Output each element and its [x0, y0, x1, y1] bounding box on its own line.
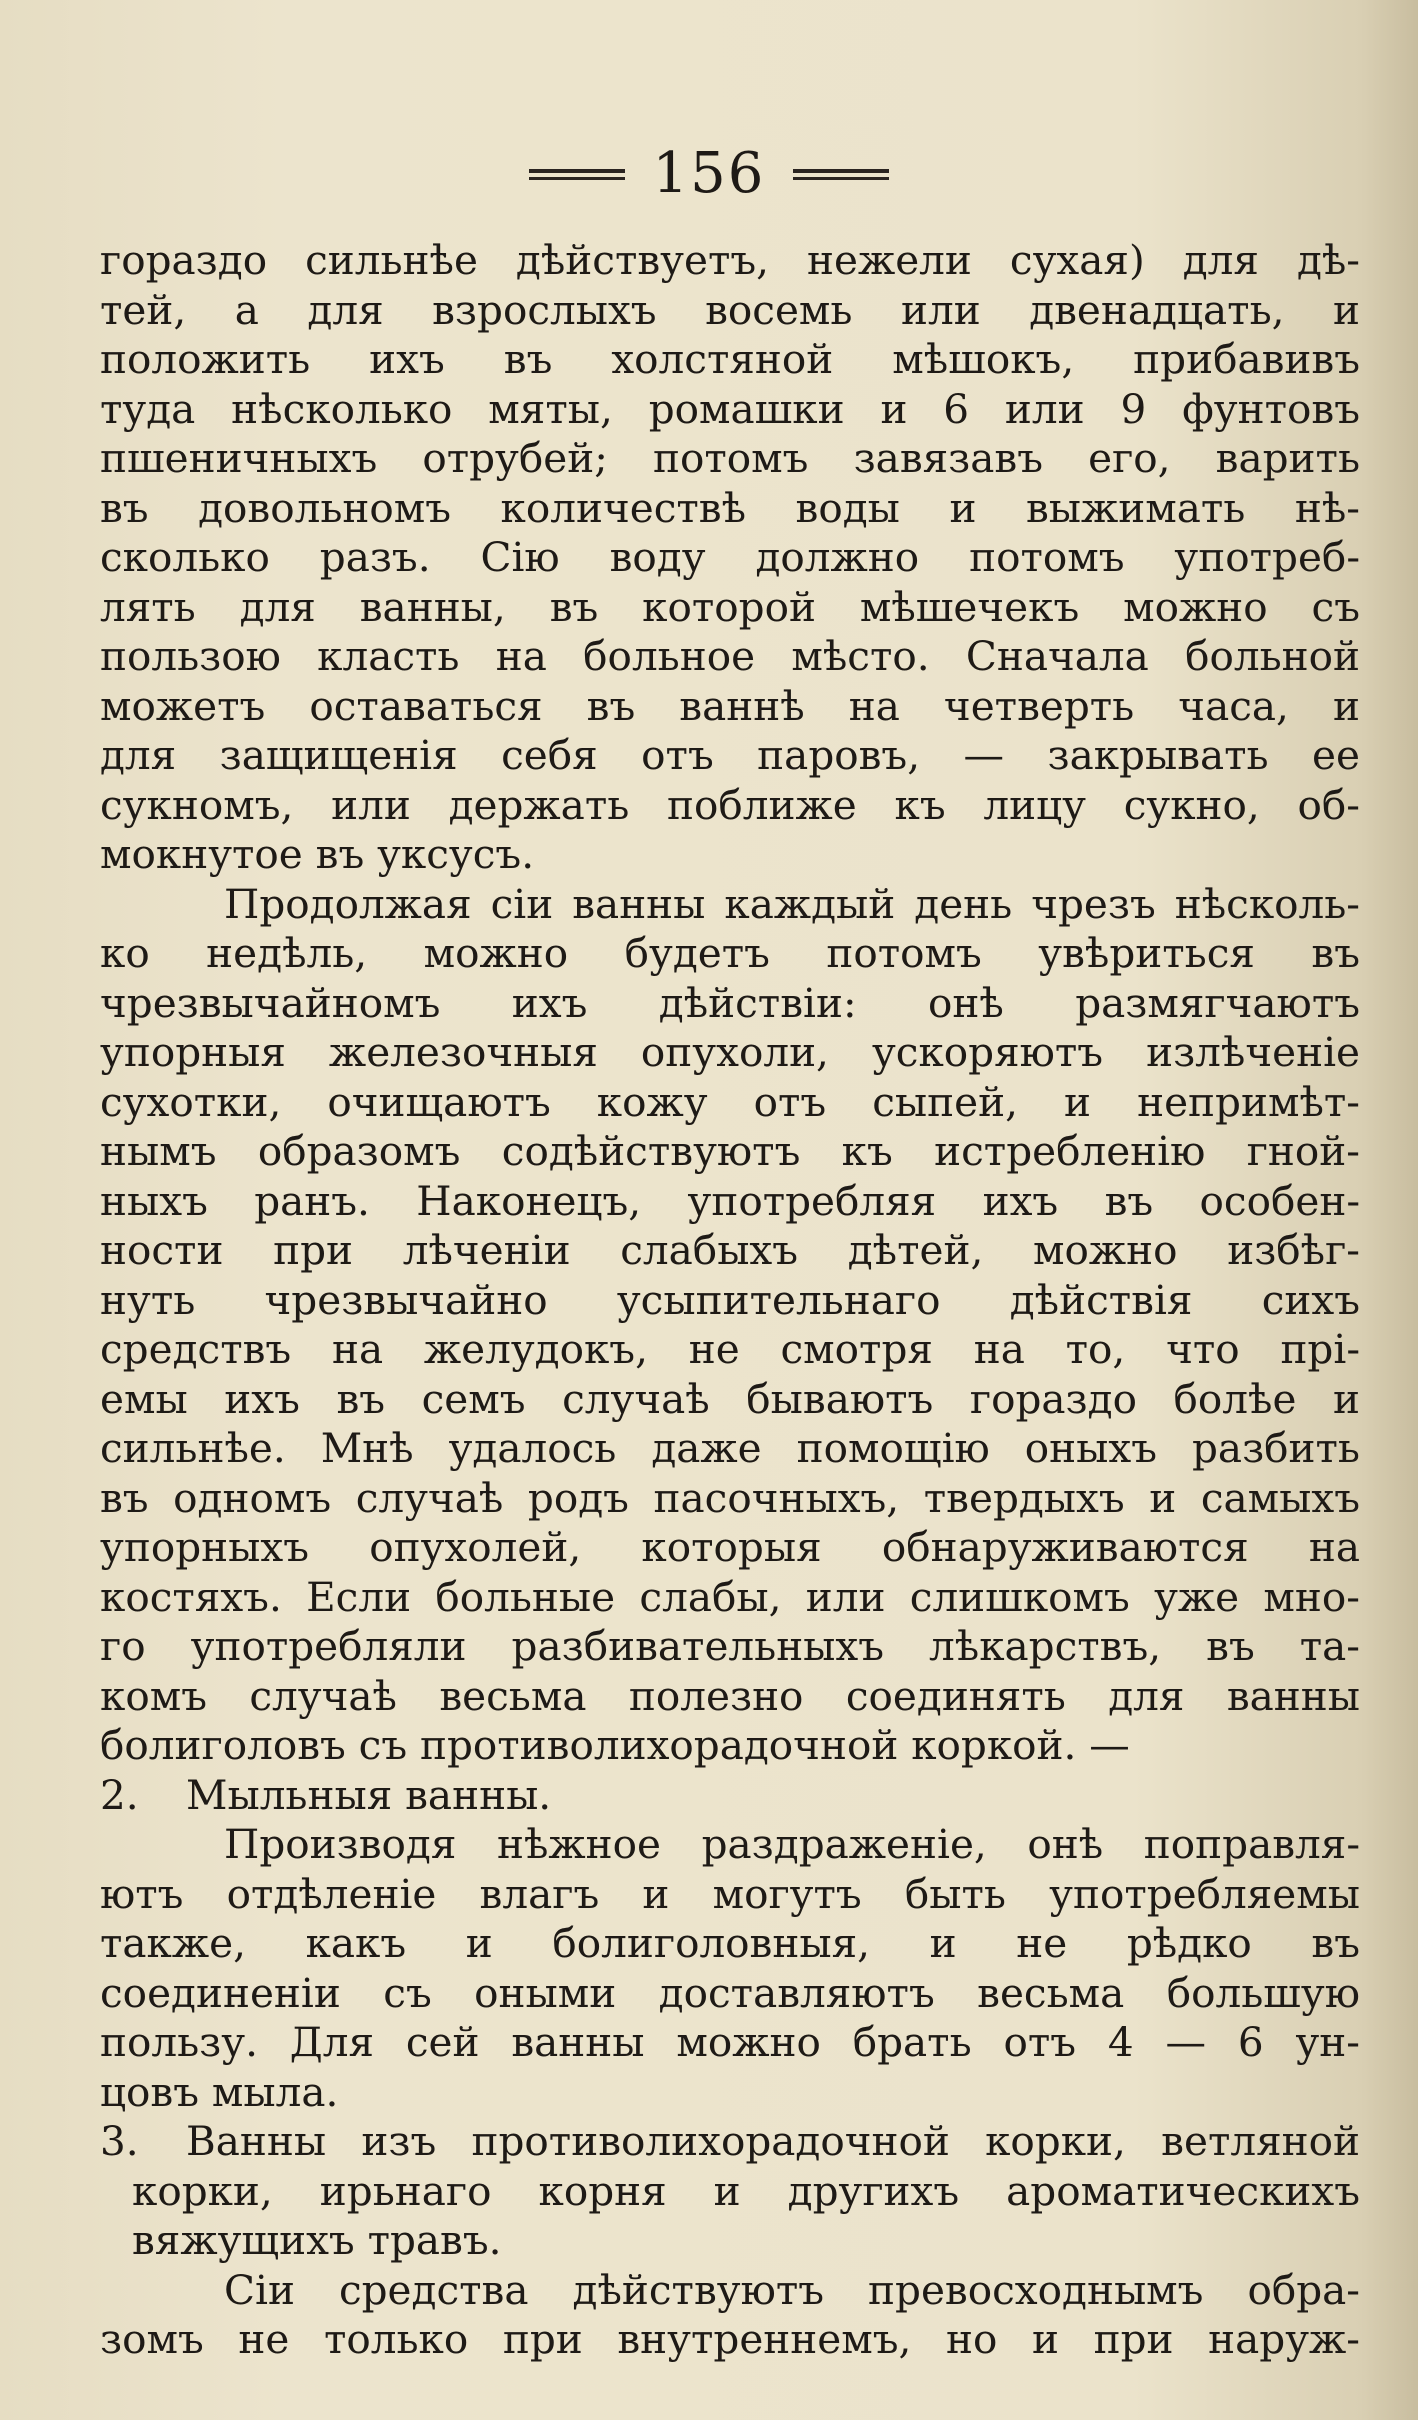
text-line: зомъ не только при внутреннемъ, но и при наруж-	[100, 2315, 1360, 2363]
text-line: въ одномъ случаѣ родъ пасочныхъ, твердыхъ и самыхъ	[100, 1473, 1360, 1522]
text-line: болиголовъ съ противолихорадочной коркой. —	[100, 1721, 1130, 1769]
text-line: можетъ оставаться въ ваннѣ на четверть часа, и	[100, 681, 1360, 730]
paragraph-start-line: Сіи средства дѣйствуютъ превосходнымъ обра-	[224, 2265, 1360, 2314]
page-number: 156	[652, 141, 766, 206]
text-line: сильнѣе. Мнѣ удалось даже помощію оныхъ разбить	[100, 1424, 1360, 1472]
text-line: для защищенія себя отъ паровъ, — закрывать ее	[100, 731, 1360, 779]
text-line: соединеніи съ оными доставляютъ весьма большую	[100, 1968, 1360, 2017]
text-line: емы ихъ въ семъ случаѣ бываютъ гораздо болѣе и	[100, 1374, 1360, 1423]
text-line: ныхъ ранъ. Наконецъ, употребляя ихъ въ особен-	[100, 1176, 1360, 1225]
left-ornament-rule	[529, 169, 625, 180]
paragraph-start-line: Производя нѣжное раздраженіе, онѣ поправля-	[224, 1820, 1360, 1868]
page-header	[0, 142, 1418, 206]
text-line: нуть чрезвычайно усыпительнаго дѣйствія сихъ	[100, 1275, 1360, 1324]
text-line: упорныя железочныя опухоли, ускоряютъ излѣченіе	[100, 1028, 1360, 1076]
text-line: туда нѣсколько мяты, ромашки и 6 или 9 фунтовъ	[100, 384, 1360, 433]
text-line: сухотки, очищаютъ кожу отъ сыпей, и непримѣт-	[100, 1077, 1360, 1126]
list-item-title: Мыльныя ванны.	[186, 1770, 552, 1819]
text-line: ности при лѣченіи слабыхъ дѣтей, можно избѣг-	[100, 1226, 1360, 1274]
text-line: ко недѣль, можно будетъ потомъ увѣриться въ	[100, 929, 1360, 977]
text-line: нымъ образомъ содѣйствуютъ къ истребленію гной-	[100, 1127, 1360, 1175]
text-line: пользою класть на больное мѣсто. Сначала больной	[100, 632, 1360, 680]
text-line: комъ случаѣ весьма полезно соединять для ванны	[100, 1671, 1360, 1720]
list-item-heading	[100, 2117, 1360, 2167]
text-line: корки, ирьнаго корня и другихъ ароматическихъ	[132, 2166, 1360, 2215]
text-line: мокнутое въ уксусъ.	[100, 830, 535, 878]
text-line: упорныхъ опухолей, которыя обнаруживаются на	[100, 1523, 1360, 1571]
list-item-number: 2.	[100, 1770, 139, 1819]
right-ornament-rule	[793, 169, 889, 180]
text-line: также, какъ и болиголовныя, и не рѣдко въ	[100, 1919, 1360, 1967]
text-line: гораздо сильнѣе дѣйствуетъ, нежели сухая) для дѣ-	[100, 236, 1360, 284]
text-line: ютъ отдѣленіе влагъ и могутъ быть употребляемы	[100, 1869, 1360, 1918]
text-line: го употребляли разбивательныхъ лѣкарствъ, въ та-	[100, 1622, 1360, 1670]
text-line: костяхъ. Если больные слабы, или слишкомъ уже мно-	[100, 1572, 1360, 1621]
text-line: сколько разъ. Сію воду должно потомъ употреб-	[100, 533, 1360, 581]
list-item-number: 3.	[100, 2117, 139, 2165]
text-line: положить ихъ въ холстяной мѣшокъ, прибавивъ	[100, 335, 1360, 383]
paragraph-start-line: Продолжая сіи ванны каждый день чрезъ нѣсколь-	[224, 879, 1360, 928]
text-line: лять для ванны, въ которой мѣшечекъ можно съ	[100, 582, 1360, 631]
text-line: сукномъ, или держать поближе къ лицу сукно, об-	[100, 780, 1360, 829]
text-line: вяжущихъ травъ.	[132, 2216, 502, 2264]
text-line: средствъ на желудокъ, не смотря на то, что прі-	[100, 1325, 1360, 1373]
list-item-title: Ванны изъ противолихорадочной корки, ветляной	[186, 2117, 1360, 2165]
text-line: тей, а для взрослыхъ восемь или двенадцать, и	[100, 285, 1360, 334]
text-line: пшеничныхъ отрубей; потомъ завязавъ его, варить	[100, 434, 1360, 482]
text-line: пользу. Для сей ванны можно брать отъ 4 — 6 ун-	[100, 2018, 1360, 2066]
page-body	[100, 236, 1360, 2365]
text-line: цовъ мыла.	[100, 2067, 339, 2116]
text-line: въ довольномъ количествѣ воды и выжимать нѣ-	[100, 483, 1360, 532]
list-item-heading	[100, 1771, 1360, 1821]
text-line: чрезвычайномъ ихъ дѣйствіи: онѣ размягчаютъ	[100, 978, 1360, 1027]
